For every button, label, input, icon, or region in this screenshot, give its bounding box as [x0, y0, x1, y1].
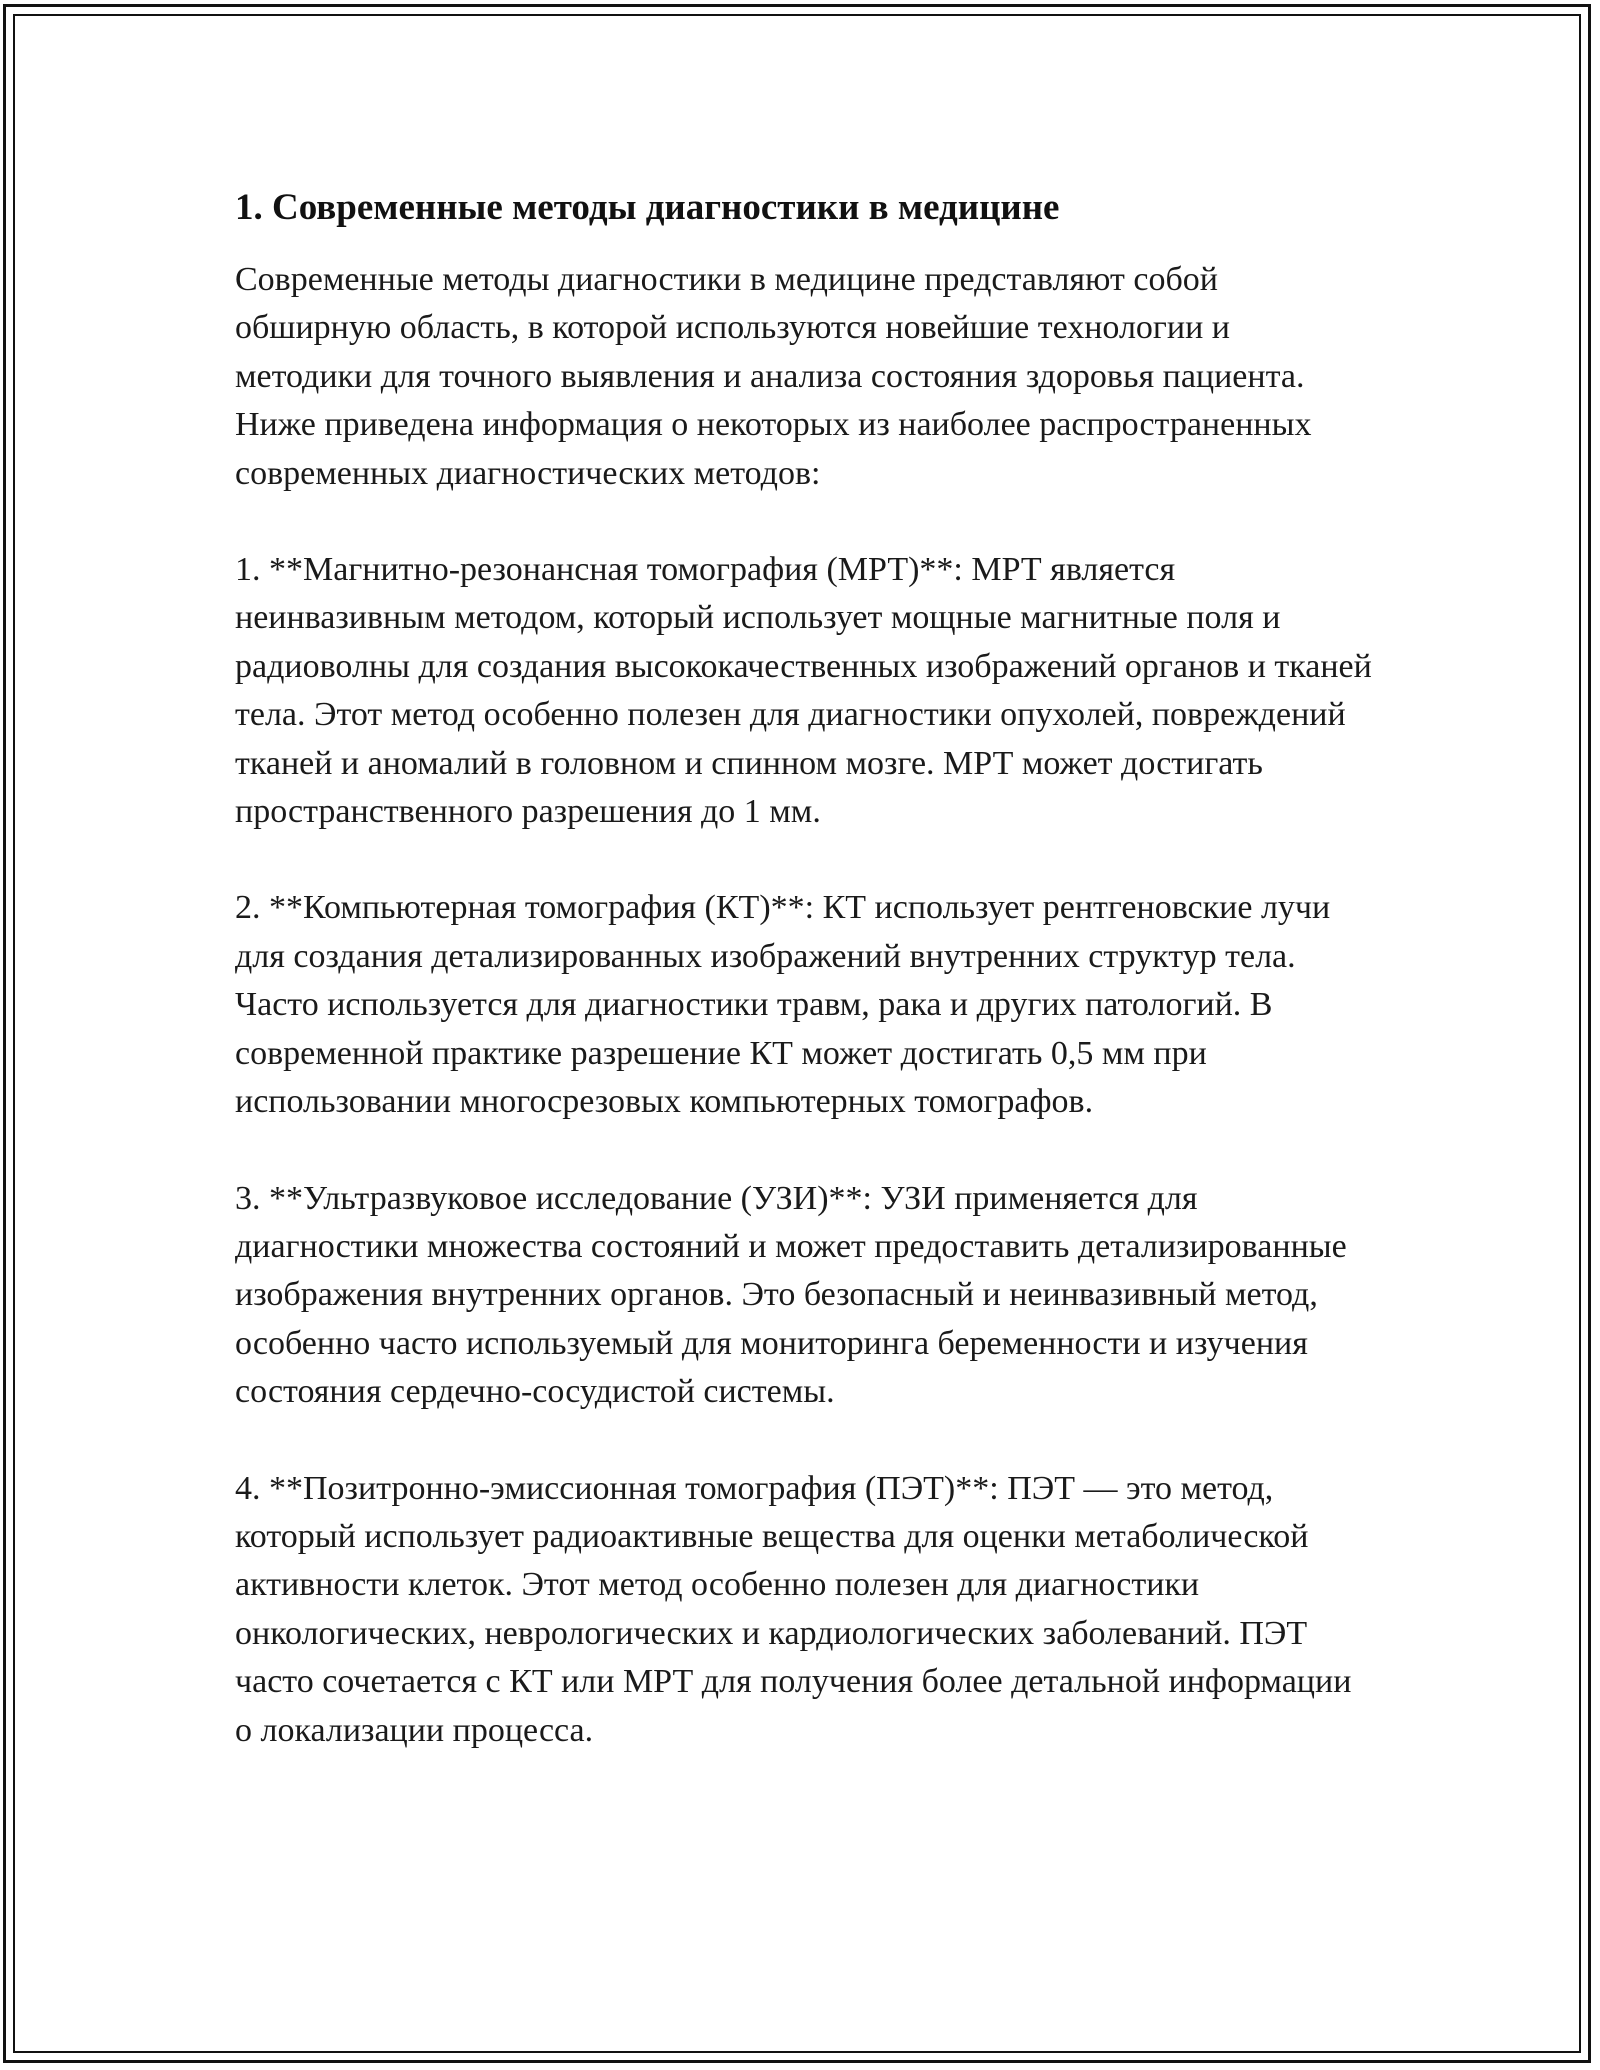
ultrasound-paragraph: 3. **Ультразвуковое исследование (УЗИ)**: УЗИ применяется для диагностики множества состояний и может предоставить детализированные изображения внутренних органов. Это безопасный и неинвазивный метод, особенно часто используемый для мониторинга беременности и изучения состояния сердечно-сосудистой системы.: [235, 1179, 1347, 1411]
pet-paragraph: 4. **Позитронно-эмиссионная томография (ПЭТ)**: ПЭТ — это метод, который использует радиоактивные вещества для оценки метаболической активности клеток. Этот метод особенно полезен для диагностики онкологических, неврологических и кардиологических заболеваний. ПЭТ часто сочетается с КТ или МРТ для получения более детальной информации о локализации процесса.: [235, 1469, 1352, 1749]
document-page: [235, 184, 1375, 1803]
mri-paragraph: 1. **Магнитно-резонансная томография (МРТ)**: МРТ является неинвазивным методом, который использует мощные магнитные поля и радиоволны для создания высококачественных изображений органов и тканей тела. Этот метод особенно полезен для диагностики опухолей, повреждений тканей и аномалий в головном и спинном мозге. МРТ может достигать пространственного разрешения до 1 мм.: [235, 551, 1372, 831]
section-heading: 1. Современные методы диагностики в медицине: [235, 187, 1060, 228]
intro-paragraph: Современные методы диагностики в медицине представляют собой обширную область, в которой используются новейшие технологии и методики для точного выявления и анализа состояния здоровья пациента. Ниже приведена информация о некоторых из наиболее распространенных современных диагностических методов:: [235, 261, 1312, 492]
ct-paragraph: 2. **Компьютерная томография (КТ)**: КТ использует рентгеновские лучи для создания детализированных изображений внутренних структур тела. Часто используется для диагностики травм, рака и других патологий. В современной практике разрешение КТ может достигать 0,5 мм при использовании многосрезовых компьютерных томографов.: [235, 889, 1331, 1121]
